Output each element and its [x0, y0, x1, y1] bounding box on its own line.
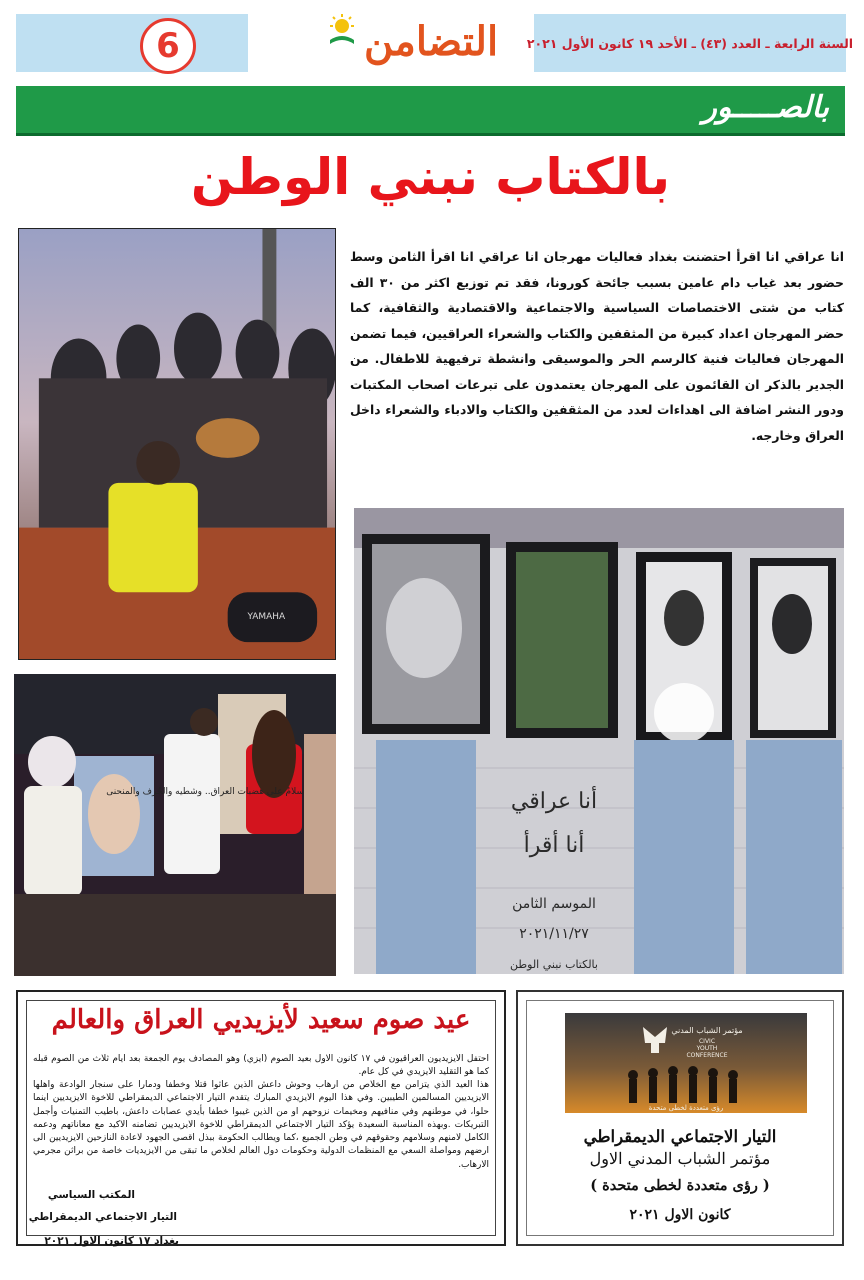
- poster-season: الموسم الثامن: [512, 896, 596, 912]
- guitar-case-label: YAMAHA: [247, 612, 286, 623]
- poster-line-2: أنا أقرأ: [523, 833, 585, 858]
- signature-date: بغداد ١٧ كانون الاول ٢٠٢١: [44, 1235, 179, 1247]
- page-headline: بالكتاب نبني الوطن: [190, 148, 671, 206]
- poets-portraits-photo: [354, 508, 844, 974]
- conference-logo-en-2: YOUTH: [696, 1045, 718, 1052]
- header-band-left: [16, 14, 248, 72]
- yazidi-paragraph-2: هذا العيد الذي يتزامن مع الخلاص من ارهاب وحوش داعش الذين عاثوا قتلا وخطفا ودمارا على سنجار الوادعة واهلها الايزيديين المسالمين الطيبين. وفي هذا اليوم الايزيدي المبارك يتقدم التيار الاجتماعي الديمقراطي للاخوة الايزيديين اينما حلوا، في موطنهم وفي منافيهم ومخيمات نزوحهم او من الذين غيبوا خطفا بأيدي عصابات داعش، باطيب التمنيات وأجمل التبريكات .وبهذه المناسبة السعيدة يؤكد التيار الاجتماعي الديمقراطي للاخوة الايزيديين تضامنه الاكيد مع معاناتهم ودعمه الكامل لامنهم وسلامهم وحقوقهم في وطن الجميع ،كما ويطالب الحكومة ببذل اقصى الجهود لاعادة النازحين الايزيديين الى ارضهم ومواصلة السعي مع المنظمات الدولية وحكومات دول العالم لخلاص ما تبقى من الايزيديات خاصة من براثن مجرمي الارهاب.: [33, 1080, 489, 1170]
- yazidi-title: عيد صوم سعيد لأيزيديي العراق والعالم: [51, 1005, 471, 1035]
- conference-banner-image: [565, 1013, 807, 1113]
- header-band-right: [526, 14, 854, 72]
- conference-logo-en-1: CIVIC: [698, 1038, 716, 1045]
- conference-logo-arabic: مؤتمر الشباب المدني: [671, 1026, 743, 1035]
- logo-wordmark: التضامن: [363, 18, 499, 65]
- yazidi-greeting-inner: [26, 1000, 496, 1247]
- youth-conference-inner: [526, 1000, 834, 1236]
- conference-slogan: ( رؤى متعددة لخطى متحدة ): [590, 1177, 770, 1194]
- conference-logo-en-3: CONFERENCE: [686, 1052, 728, 1059]
- section-label: بالصـــــور: [702, 90, 829, 125]
- conference-banner-caption: رؤى متعددة لخطى متحدة: [648, 1104, 724, 1112]
- youth-conference-box: [516, 990, 844, 1246]
- signature-office: المكتب السياسي: [47, 1189, 135, 1201]
- issue-date-line: السنة الرابعة ـ العدد (٤٣) ـ الأحد ١٩ كانون الأول ٢٠٢١: [526, 35, 854, 51]
- conference-org: التيار الاجتماعي الديمقراطي: [583, 1127, 777, 1146]
- yazidi-paragraph-1: احتفل الايزيديون العراقيون في ١٧ كانون الاول بعيد الصوم (ايزي) وهو المصادف يوم الجمعة بعد ايام ثلاث من الصوم قبله كما هو التقليد الايزيدي في كل عام.: [33, 1054, 489, 1078]
- poster-footer: بالكتاب نبني الوطن: [510, 958, 598, 971]
- poster-line-1: أنا عراقي: [510, 789, 598, 814]
- page-number-badge: 6: [140, 18, 196, 74]
- conference-name: مؤتمر الشباب المدني الاول: [589, 1149, 771, 1168]
- live-painting-photo: [14, 674, 336, 976]
- article-body: انا عراقي انا اقرأ احتضنت بغداد فعاليات مهرجان انا عراقي انا اقرأ الثامن وسط حضور بعد غياب دام عامين بسبب جائحة كورونا، فقد تم توزيع اكثر من ٣٠ الف كتاب من شتى الاختصاصات السياسية والاجتماعية والاقتصادية والثقافية، كما حضر المهرجان اعداد كبيرة من المثقفين والكتاب والشعراء العراقيين، فيما تضمن المهرجان فعاليات فنية كالرسم الحر والموسيقى وانشطة ترفيهية للاطفال. من الجدير بالذكر ان القائمون على المهرجان يعتمدون على تبرعات اصحاب المكتبات ودور النشر اضافة الى اهداءات لعدد من المثقفين والكتاب والادباء والشعراء داخل العراق وخارجه.: [350, 249, 844, 443]
- newspaper-logo: [326, 14, 526, 74]
- festival-music-photo: [18, 228, 336, 660]
- conference-date: كانون الاول ٢٠٢١: [629, 1207, 731, 1223]
- section-bar: [16, 86, 845, 136]
- signature-org: التيار الاجتماعي الديمقراطي: [28, 1211, 177, 1223]
- painting-quote: سلامٌ على هضبات العراق.. وشطيه والجُرف والمنحنى: [106, 787, 304, 797]
- yazidi-greeting-box: [16, 990, 506, 1246]
- poster-date: ٢٠٢١/١١/٢٧: [519, 926, 589, 942]
